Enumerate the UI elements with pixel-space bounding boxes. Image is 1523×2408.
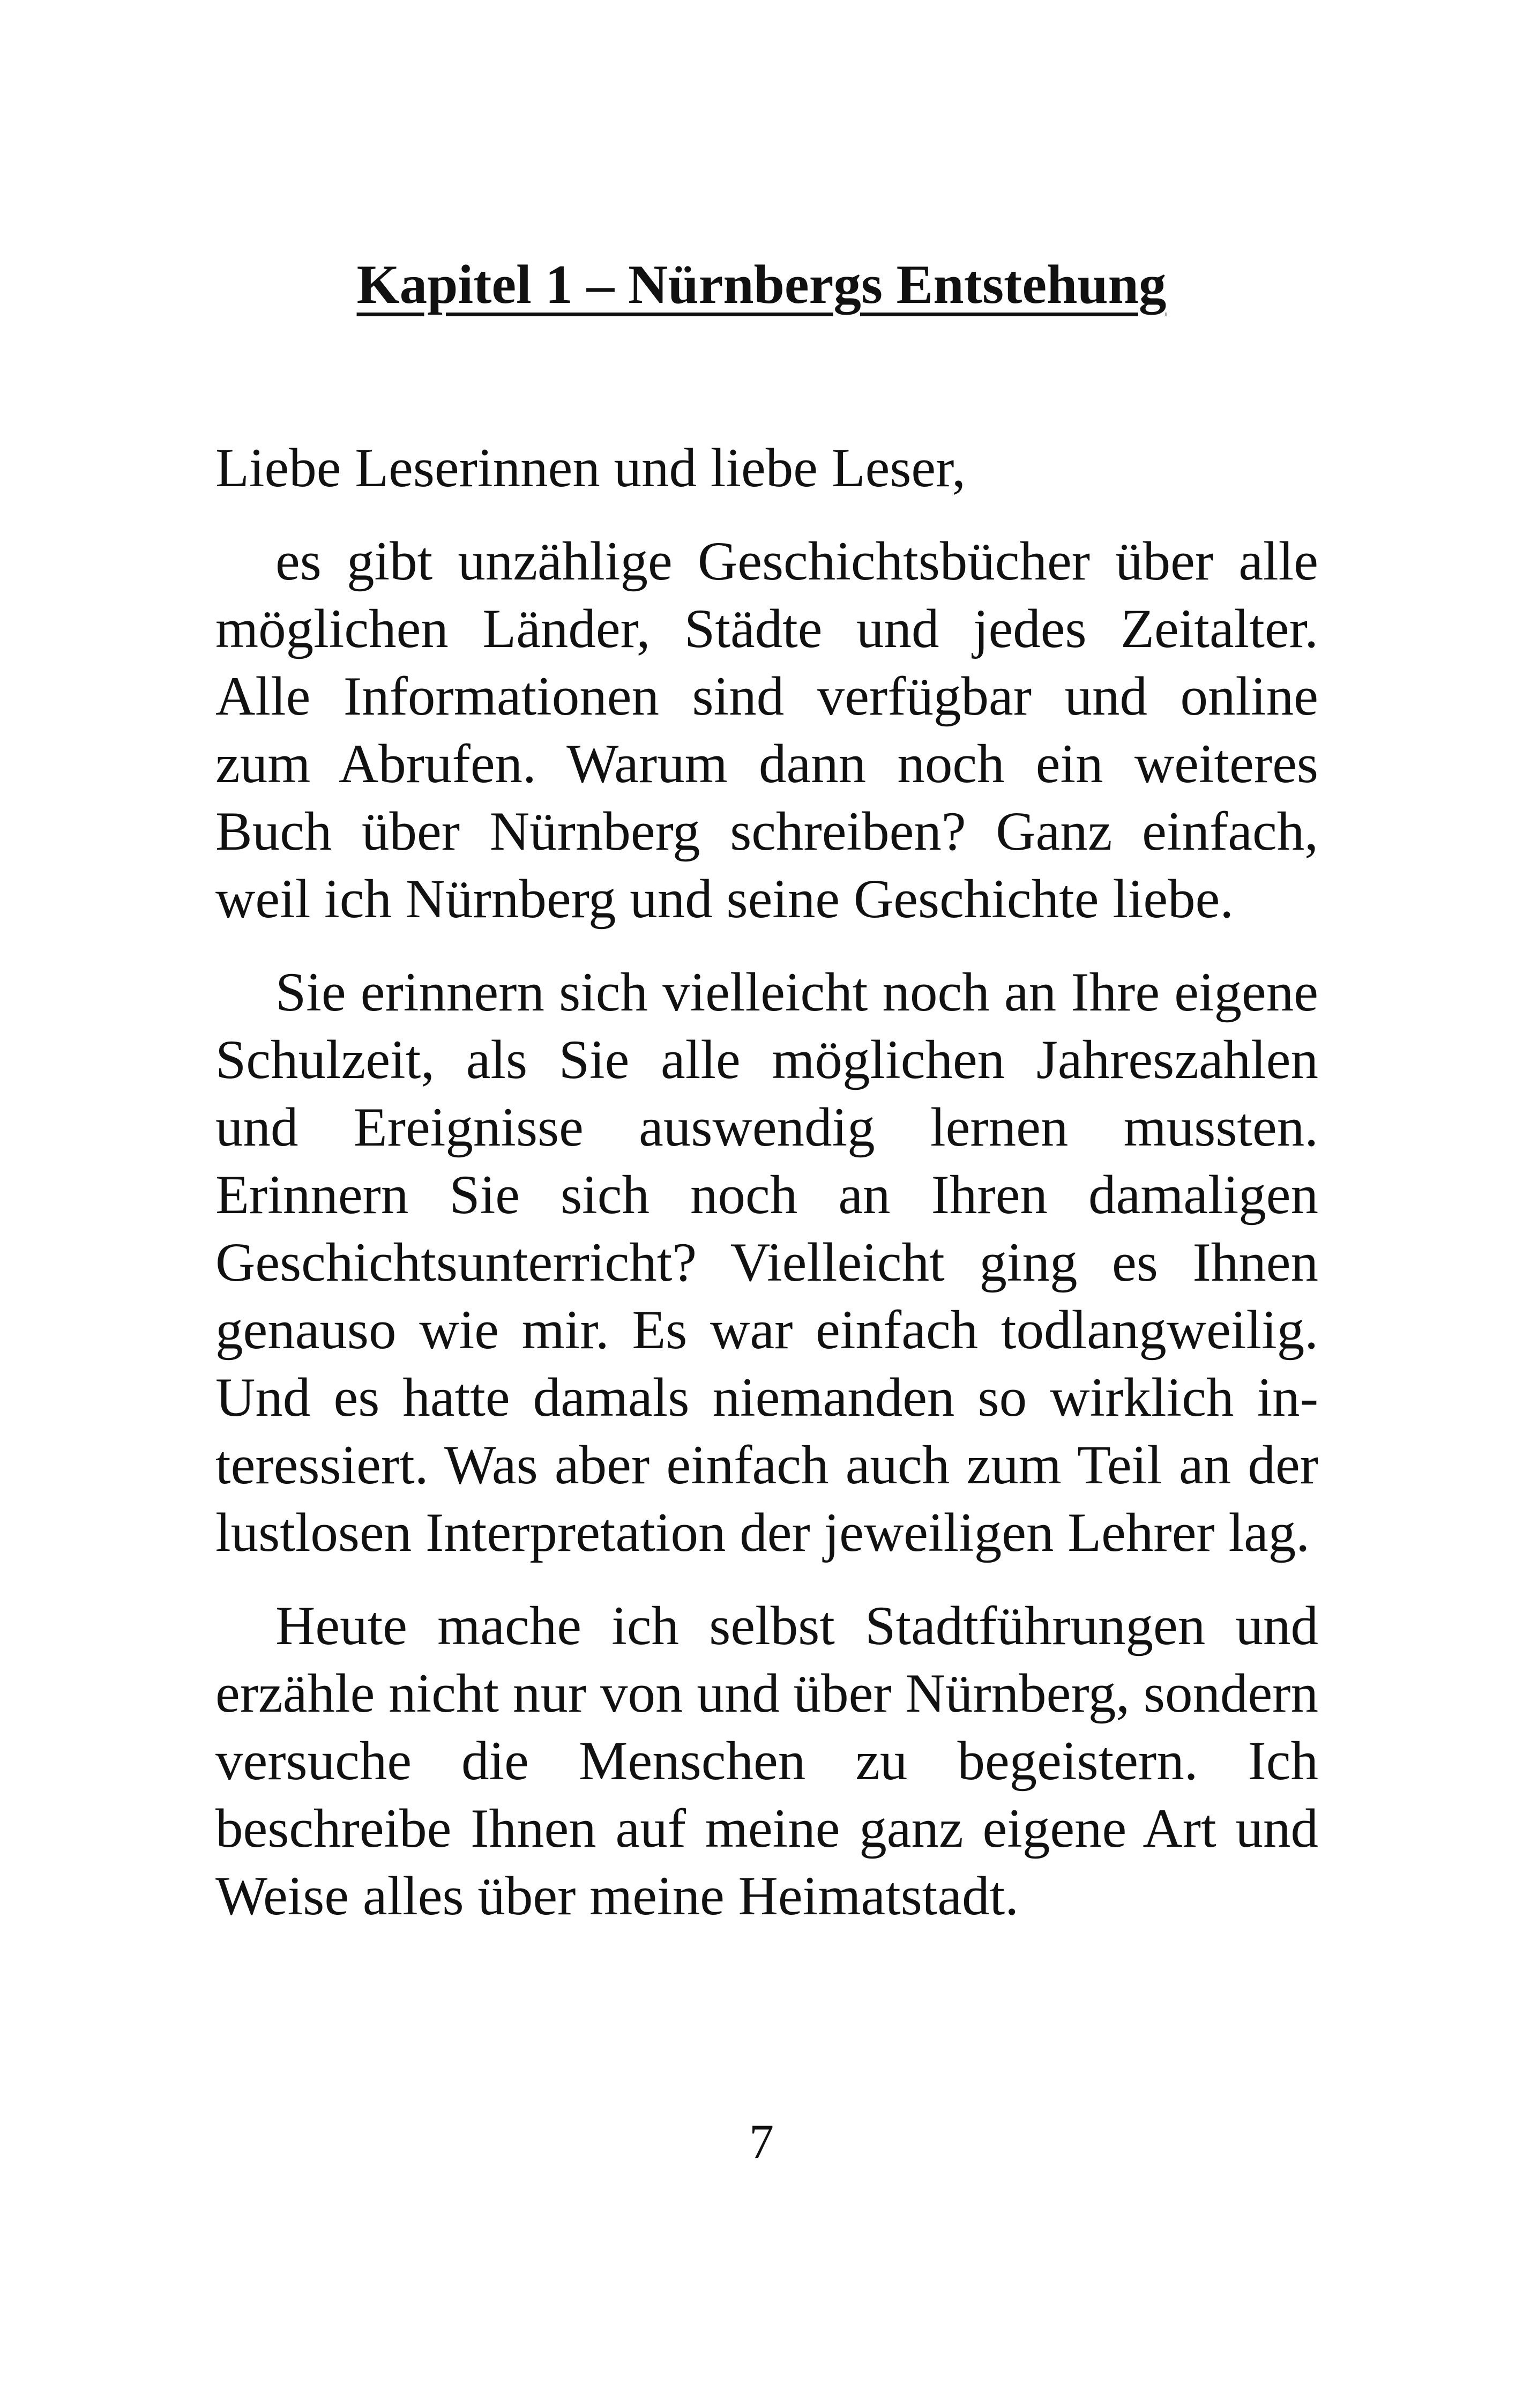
salutation: Liebe Leserinnen und liebe Leser, [215,437,966,499]
body-text [215,434,1318,1956]
paragraph-intro: es gibt unzählige Geschichtsbücher über alle möglichen Länder, Städte und jedes Zeitalter. Alle Informationen sind verfügbar und online zum Abrufen. Warum dann noch ein weiteres Buch über Nürnberg schreiben? Ganz einfach, weil ich Nürnberg und seine Geschichte liebe. [215,531,1318,930]
chapter-title: Kapitel 1 – Nürnbergs Entstehung [356,254,1167,315]
paragraph-school-memories: Sie erinnern sich vielleicht noch an Ihre eigene Schulzeit, als Sie alle möglichen Jahreszahlen und Ereignisse auswendig lernen mussten. Erinnern Sie sich noch an Ihren damaligen Geschichtsunterricht? Vielleicht ging es Ihnen genauso wie mir. Es war einfach todlangweilig. Und es hatte damals niemanden so wirklich interessiert. Was aber einfach auch zum Teil an der lustlosen Interpretation der jeweiligen Lehrer lag. [215,962,1318,1563]
page-number: 7 [749,2114,774,2169]
paragraph-city-tours: Heute mache ich selbst Stadtführungen und erzähle nicht nur von und über Nürnberg, sondern versuche die Menschen zu begeistern. Ich beschreibe Ihnen auf meine ganz eigene Art und Weise alles über meine Heimatstadt. [215,1595,1318,1927]
